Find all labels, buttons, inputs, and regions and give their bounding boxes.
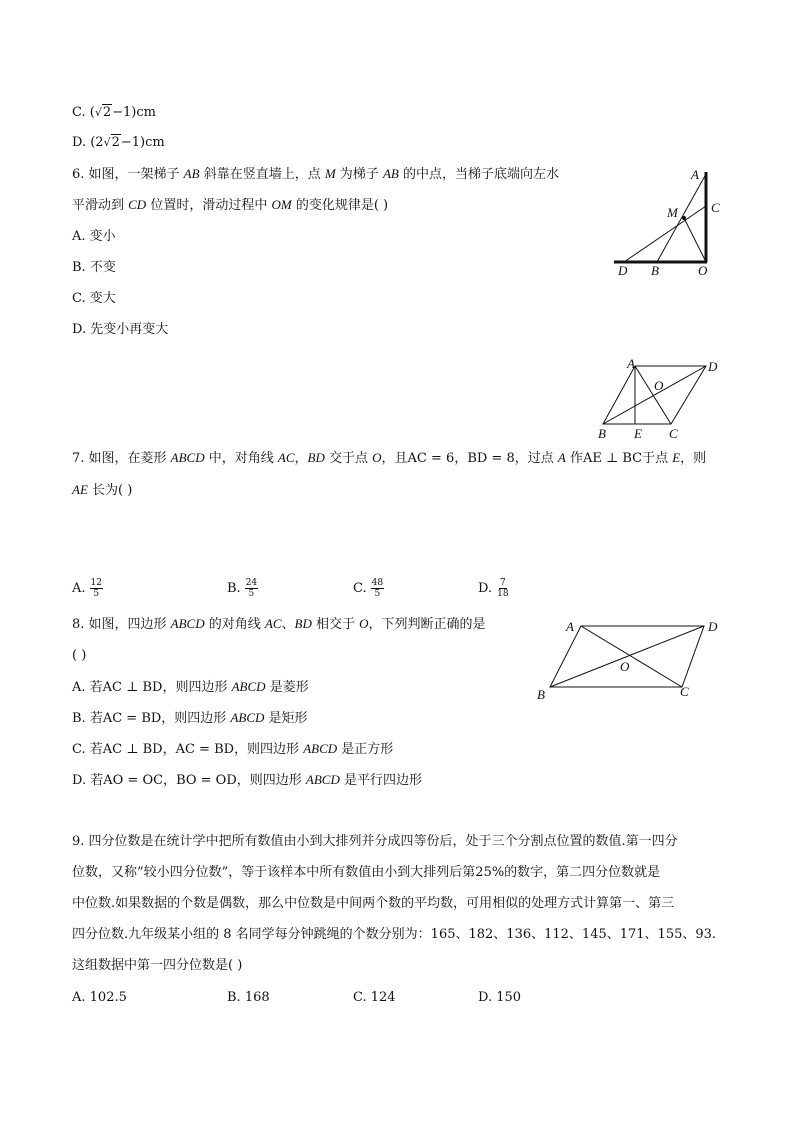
q8-stem-line2: ( ) [72, 648, 87, 663]
q7-option-c[interactable]: C. $\frac{48}{5}$ [353, 578, 384, 599]
q7-stem-line1: 7. 如图，在菱形 ABCD 中，对角线 AC，BD 交于点 O，且AC = 6，BD = 8，过点 A 作AE ⊥ BC于点 E，则 [72, 450, 707, 466]
q6-option-a[interactable]: A. 变小 [72, 229, 116, 244]
q8-parallelogram-figure [532, 612, 732, 704]
label-c: C [669, 426, 678, 441]
q9-stem-line2: 位数，又称”较小四分位数”，等于该样本中所有数值由小到大排列后第25%的数字，第二四分位数就是 [72, 865, 661, 880]
q5-option-d[interactable]: D. (2√2−1)cm [72, 135, 165, 150]
q6-stem-line1: 6. 如图，一架梯子 AB 斜靠在竖直墙上，点 M 为梯子 AB 的中点，当梯子底端向左水 [72, 166, 559, 182]
q7-stem-line2: AE 长为( ) [72, 482, 133, 498]
q6-stem-line2: 平滑动到 CD 位置时，滑动过程中 OM 的变化规律是( ) [72, 197, 389, 213]
label-a: A [566, 619, 574, 634]
label-b: B [537, 687, 545, 702]
label-o: O [698, 263, 708, 278]
q9-option-d[interactable]: D. 150 [478, 990, 522, 1005]
q8-option-c[interactable]: C. 若AC ⊥ BD，AC = BD，则四边形 ABCD 是正方形 [72, 741, 394, 757]
label-o: O [654, 378, 664, 393]
q8-option-a[interactable]: A. 若AC ⊥ BD，则四边形 ABCD 是菱形 [72, 679, 309, 695]
q6-ladder-figure [600, 160, 730, 280]
q6-option-d[interactable]: D. 先变小再变大 [72, 322, 169, 337]
label-c: C [680, 684, 689, 699]
q8-option-d[interactable]: D. 若AO = OC，BO = OD，则四边形 ABCD 是平行四边形 [72, 772, 422, 788]
label-a: A [691, 167, 699, 182]
point-m [682, 216, 686, 220]
q7-rhombus-figure [594, 356, 724, 446]
diagonal-ac [635, 366, 671, 424]
label-d: D [708, 359, 718, 374]
q5-option-c[interactable]: C. (√2−1)cm [72, 105, 156, 120]
label-b: B [598, 426, 606, 441]
q9-stem-line1: 9. 四分位数是在统计学中把所有数值由小到大排列并分成四等份后，处于三个分割点位置的数值.第一四分 [72, 834, 678, 849]
label-o: O [620, 659, 630, 674]
q9-option-b[interactable]: B. 168 [227, 990, 270, 1005]
diagonal-bd [550, 626, 704, 687]
label-d: D [708, 619, 718, 634]
q9-option-a[interactable]: A. 102.5 [72, 990, 127, 1005]
q9-stem-line4: 四分位数.九年级某小组的 8 名同学每分钟跳绳的个数分别为：165、182、136、112、145、171、155、93. [72, 927, 717, 942]
q7-option-b[interactable]: B. $\frac{24}{5}$ [227, 578, 258, 599]
label-a: A [627, 356, 635, 371]
q6-option-b[interactable]: B. 不变 [72, 260, 116, 275]
label-b: B [651, 263, 659, 278]
label-d: D [618, 263, 628, 278]
q7-option-a[interactable]: A. $\frac{12}{5}$ [72, 578, 102, 599]
q8-option-b[interactable]: B. 若AC = BD，则四边形 ABCD 是矩形 [72, 710, 308, 726]
label-e: E [634, 426, 642, 441]
diagonal-ac [581, 626, 682, 687]
label-m: M [667, 205, 678, 220]
ladder-cd [624, 206, 706, 262]
q9-option-c[interactable]: C. 124 [353, 990, 396, 1005]
q6-option-c[interactable]: C. 变大 [72, 291, 116, 306]
segment-om [684, 218, 706, 262]
q9-stem-line3: 中位数.如果数据的个数是偶数，那么中位数是中间两个数的平均数，可用相似的处理方式计算第一、第三 [72, 896, 675, 911]
label-c: C [711, 200, 720, 215]
q7-option-d[interactable]: D. $\frac{7}{18}$ [478, 578, 509, 599]
ladder-ab [657, 174, 706, 262]
q8-stem-line1: 8. 如图，四边形 ABCD 的对角线 AC、BD 相交于 O，下列判断正确的是 [72, 616, 486, 632]
q9-stem-line5: 这组数据中第一四分位数是( ) [72, 958, 243, 973]
